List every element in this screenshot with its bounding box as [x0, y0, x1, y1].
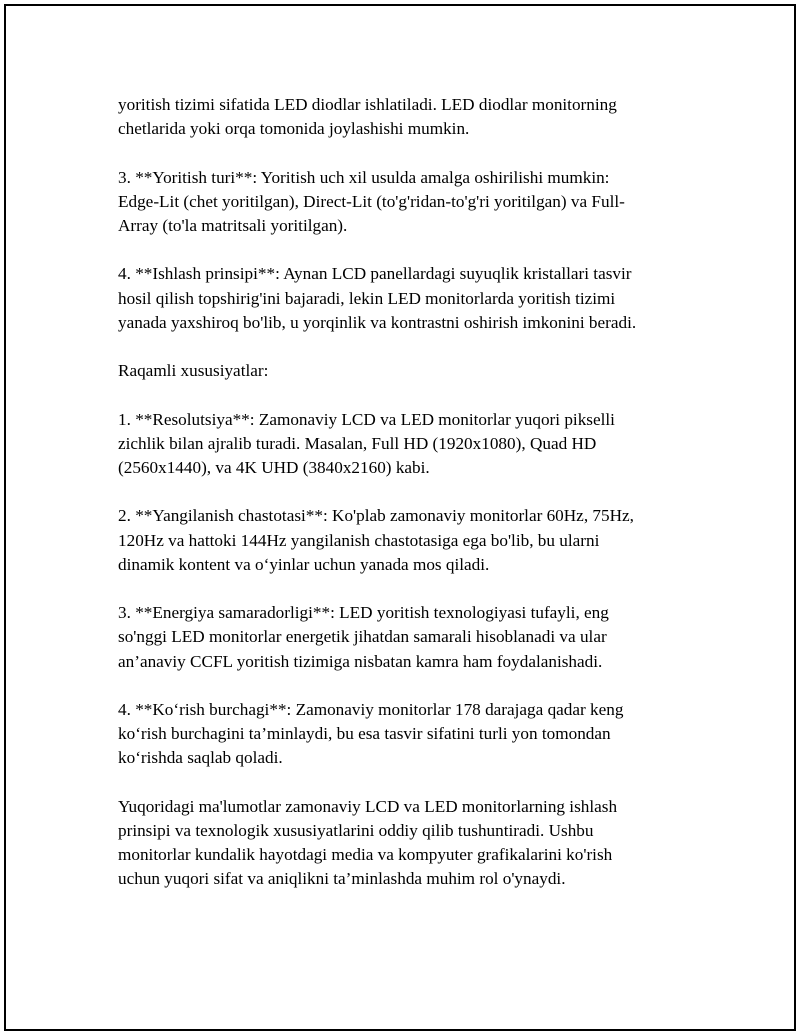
paragraph-backlight-type: 3. **Yoritish turi**: Yoritish uch xil usulda amalga oshirilishi mumkin: Edge-Lit (chet yoritilgan), Direct-Lit (to'g'ridan-to'g'ri yoritilgan) va Full- Array (to'la matritsali yoritilgan).: [118, 167, 625, 235]
section-heading-digital-features: Raqamli xususiyatlar:: [118, 361, 269, 381]
document-body: [118, 93, 688, 892]
paragraph-resolution: 1. **Resolutsiya**: Zamonaviy LCD va LED monitorlar yuqori pikselli zichlik bilan ajralib turadi. Masalan, Full HD (1920x1080), Quad HD (2560x1440), va 4K UHD (3840x2160) kabi.: [118, 409, 615, 477]
paragraph-refresh-rate: 2. **Yangilanish chastotasi**: Ko'plab zamonaviy monitorlar 60Hz, 75Hz, 120Hz va hattoki 144Hz yangilanish chastotasiga ega bo'lib, bu ularni dinamik kontent va o‘yinlar uchun yanada mos qiladi.: [118, 506, 634, 574]
paragraph-working-principle: 4. **Ishlash prinsipi**: Aynan LCD panellardagi suyuqlik kristallari tasvir hosil qilish topshirig'ini bajaradi, lekin LED monitorlarda yoritish tizimi yanada yaxshiroq bo'lib, u yorqinlik va kontrastni oshirish imkonini beradi.: [118, 264, 637, 332]
paragraph-energy-efficiency: 3. **Energiya samaradorligi**: LED yoritish texnologiyasi tufayli, eng so'nggi LED monitorlar energetik jihatdan samarali hisoblanadi va ular an’anaviy CCFL yoritish tizimiga nisbatan kamra ham foydalanishadi.: [118, 603, 609, 671]
paragraph-conclusion: Yuqoridagi ma'lumotlar zamonaviy LCD va LED monitorlarning ishlash prinsipi va texnologik xususiyatlarini oddiy qilib tushuntiradi. Ushbu monitorlar kundalik hayotdagi media va kompyuter grafikalarini ko'rish uchun yuqori sifat va aniqlikni ta’minlashda muhim rol o'ynaydi.: [118, 796, 618, 889]
paragraph-led-backlight-intro: yoritish tizimi sifatida LED diodlar ishlatiladi. LED diodlar monitorning chetlarida yoki orqa tomonida joylashishi mumkin.: [118, 95, 617, 139]
paragraph-viewing-angle: 4. **Ko‘rish burchagi**: Zamonaviy monitorlar 178 darajaga qadar keng ko‘rish burchagini ta’minlaydi, bu esa tasvir sifatini turli yon tomondan ko‘rishda saqlab qoladi.: [118, 699, 624, 768]
